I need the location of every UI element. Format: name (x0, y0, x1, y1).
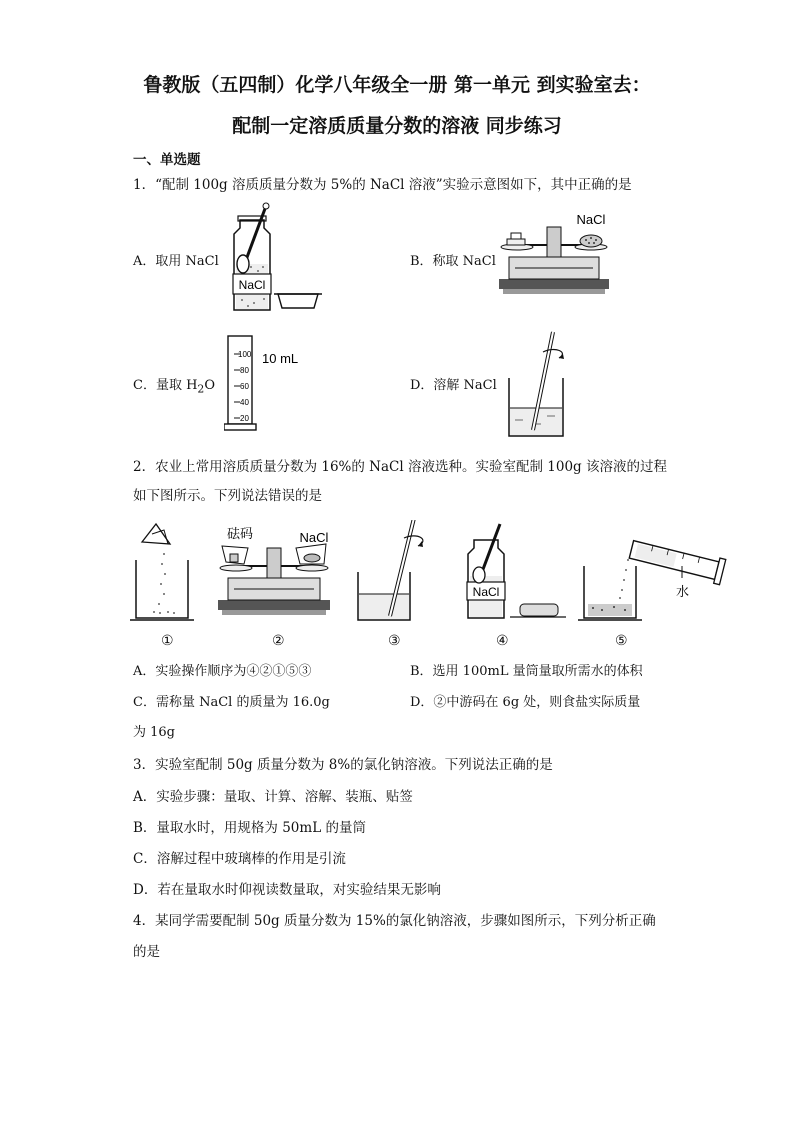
q1-a-bottle-label: NaCl (238, 278, 266, 292)
q1-figure-c-cylinder (224, 330, 314, 435)
q2-step1-number: ① (161, 633, 174, 649)
q3-option-a: A．实验步骤：量取、计算、溶解、装瓶、贴签 (133, 789, 413, 805)
q1-c-tick-40: 40 (240, 398, 249, 407)
q2-option-b: B．选用 100mL 量筒量取所需水的体积 (410, 664, 643, 679)
q2-option-c: C．需称量 NaCl 的质量为 16.0g (133, 695, 330, 710)
q1-option-d: D．溶解 NaCl (410, 378, 497, 393)
q1-c-tick-60: 60 (240, 382, 249, 391)
q2-option-a: A．实验操作顺序为④②①⑤③ (133, 664, 312, 679)
q1-b-pan-label: NaCl (576, 212, 606, 227)
q2-process-figure (130, 520, 730, 650)
q1-c-tick-100: 100 (238, 350, 252, 359)
document-title-line2: 配制一定溶质质量分数的溶液 同步练习 (232, 115, 562, 137)
q2-step3-figure (358, 520, 423, 620)
document-title-line1: 鲁教版（五四制）化学八年级全一册 第一单元 到实验室去： (143, 74, 651, 96)
q1-option-c-suffix: O (204, 378, 215, 393)
q1-c-tick-80: 80 (240, 366, 249, 375)
q2-option-d-line2: 为 16g (133, 725, 175, 740)
q2-weights-label: 砝码 (226, 526, 254, 541)
q2-bottle-label: NaCl (472, 585, 500, 599)
question-2-stem-line1: 2．农业上常用溶质质量分数为 16%的 NaCl 溶液选种。实验室配制 100g 该溶液的过程 (133, 459, 667, 475)
question-1-stem: 1．“配制 100g 溶质质量分数为 5%的 NaCl 溶液”实验示意图如下，其中正确的是 (133, 177, 632, 193)
q1-option-b: B．称取 NaCl (410, 254, 496, 269)
q2-step3-number: ③ (388, 633, 401, 649)
question-4-stem-line1: 4．某同学需要配制 50g 质量分数为 15%的氯化钠溶液，步骤如图所示，下列分析正确 (133, 913, 656, 929)
q2-step2-figure (218, 526, 330, 615)
q1-option-a: A．取用 NaCl (133, 254, 219, 269)
q2-step5-number: ⑤ (615, 633, 628, 649)
section-heading: 一、单选题 (133, 152, 201, 168)
q2-step2-number: ② (272, 633, 285, 649)
q1-figure-a-take-nacl (218, 200, 338, 318)
q2-step4-number: ④ (496, 633, 509, 649)
q1-option-c (133, 374, 215, 396)
q1-c-volume-label: 10 mL (262, 351, 299, 366)
question-4-stem-line2: 的是 (133, 944, 160, 960)
q2-nacl-label: NaCl (299, 530, 329, 545)
q1-figure-d-dissolve (503, 328, 573, 440)
q3-option-b: B．量取水时，用规格为 50mL 的量筒 (133, 820, 366, 836)
q2-step5-figure (578, 537, 726, 620)
question-3-stem: 3．实验室配制 50g 质量分数为 8%的氯化钠溶液。下列说法正确的是 (133, 757, 553, 773)
question-2-stem-line2: 如下图所示。下列说法错误的是 (133, 488, 322, 504)
q2-option-d-line1: D．②中游码在 6g 处，则食盐实际质量 (410, 695, 641, 710)
q1-figure-b-weigh-nacl (495, 205, 615, 305)
q3-option-d: D．若在量取水时仰视读数量取，对实验结果无影响 (133, 882, 441, 898)
q2-step4-figure (467, 524, 566, 618)
q3-option-c: C．溶解过程中玻璃棒的作用是引流 (133, 851, 346, 867)
q1-c-tick-20: 20 (240, 414, 249, 423)
q1-option-c-text: C．量取 H (133, 378, 198, 393)
q2-water-label: 水 (676, 584, 690, 599)
q1-option-c-subscript: 2 (197, 382, 205, 396)
q2-step1-figure (130, 524, 194, 620)
